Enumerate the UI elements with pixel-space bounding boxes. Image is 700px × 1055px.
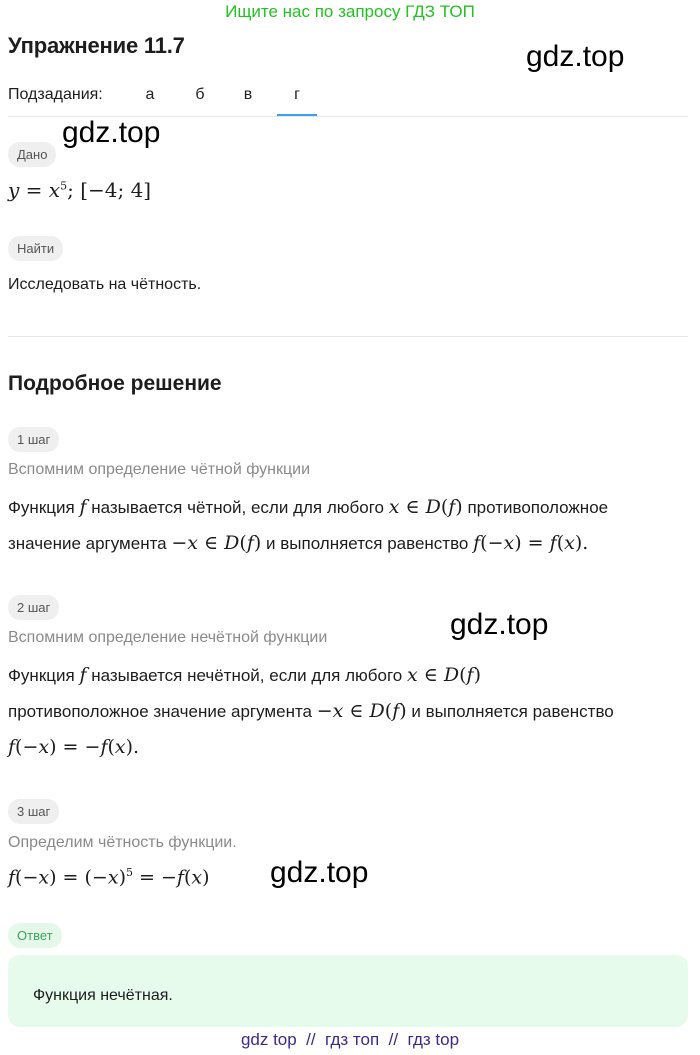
top-banner: Ищите нас по запросу ГДЗ ТОП: [225, 2, 475, 21]
step-1-hint: Вспомним определение чётной функции: [8, 461, 311, 478]
page-title: Упражнение 11.7: [8, 33, 185, 58]
step-2-hint: Вспомним определение нечётной функции: [8, 629, 328, 646]
step-1-line-1: Функция f называется чётной, если для любого x ∈ D(f) противоположное: [8, 496, 609, 518]
step-3-hint: Определим чётность функции.: [8, 834, 237, 851]
watermark: gdz.top: [270, 856, 369, 889]
answer-badge: Ответ: [8, 923, 62, 948]
watermark: gdz.top: [450, 608, 549, 641]
find-text: Исследовать на чётность.: [8, 276, 202, 293]
step-2-line-1: Функция f называется нечётной, если для любого x ∈ D(f): [8, 664, 481, 686]
tab-a[interactable]: а: [145, 86, 155, 103]
solution-title: Подробное решение: [8, 372, 222, 395]
step-2-line-3: f(−x) = −f(x).: [8, 736, 140, 758]
answer-text: Функция нечётная.: [33, 987, 173, 1004]
step-3-formula: $f(-x) = (-x)^5 = -f(x)$: [8, 866, 210, 889]
footer-links: gdz top // гдз топ // гдз top: [240, 1030, 460, 1049]
tab-b[interactable]: б: [195, 86, 205, 103]
find-badge: Найти: [8, 236, 63, 261]
given-badge: Дано: [8, 142, 56, 167]
subtasks-label: Подзадания:: [8, 86, 103, 103]
step-1-badge: 1 шаг: [8, 427, 59, 452]
step-2-line-2: противоположное значение аргумента −x ∈ D(f) и выполняется равенство: [8, 700, 614, 722]
watermark: gdz.top: [62, 116, 161, 149]
step-2-badge: 2 шаг: [8, 595, 59, 620]
divider: [8, 336, 688, 337]
step-1-line-2: значение аргумента −x ∈ D(f) и выполняется равенство f(−x) = f(x).: [8, 532, 589, 554]
tab-g[interactable]: г: [294, 86, 300, 103]
given-formula: $y = x^5$; [−4; 4]: [8, 178, 152, 202]
step-3-badge: 3 шаг: [8, 799, 59, 824]
watermark: gdz.top: [526, 40, 625, 73]
tab-v[interactable]: в: [243, 86, 253, 103]
